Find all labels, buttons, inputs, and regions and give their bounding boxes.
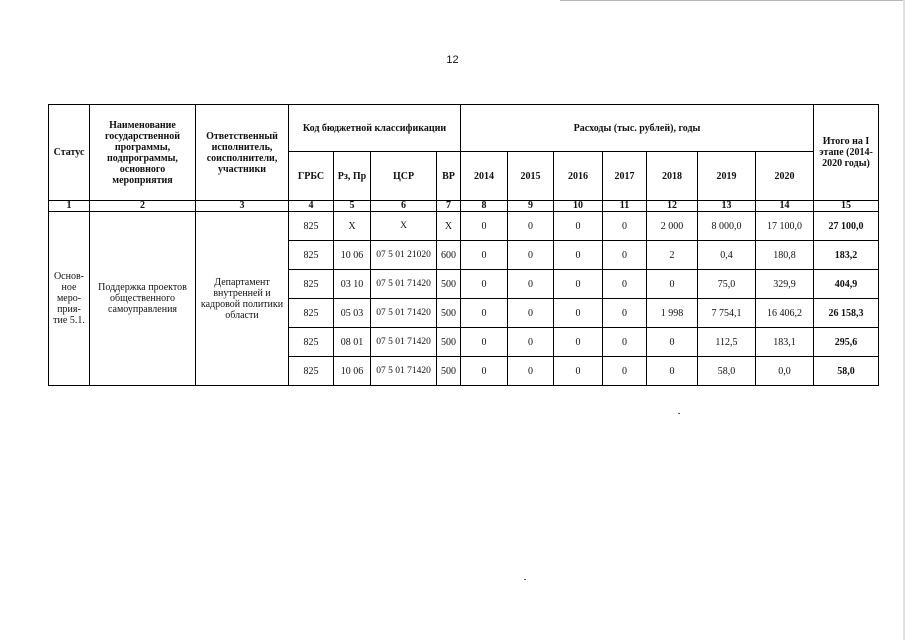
cell-y2018: 2 000 [647, 212, 698, 241]
entry-responsible: Департамент внутренней и кадровой политики области [196, 212, 289, 386]
cell-total: 58,0 [814, 357, 879, 386]
budget-table [48, 104, 879, 386]
column-number-cell: 7 [437, 201, 461, 212]
cell-y2018: 0 [647, 270, 698, 299]
cell-y2020: 329,9 [756, 270, 814, 299]
header-status: Статус [49, 105, 90, 201]
column-number-cell: 3 [196, 201, 289, 212]
cell-vr: 500 [437, 328, 461, 357]
page-number: 12 [446, 54, 459, 66]
scan-speck [524, 579, 526, 580]
cell-y2016: 0 [554, 357, 603, 386]
cell-y2015: 0 [508, 328, 554, 357]
column-number-cell: 1 [49, 201, 90, 212]
header-rz-pr: Рз, Пр [334, 152, 371, 201]
column-number-row [49, 201, 879, 212]
cell-vr: 500 [437, 357, 461, 386]
cell-y2015: 0 [508, 299, 554, 328]
column-number-cell: 10 [554, 201, 603, 212]
cell-y2015: 0 [508, 212, 554, 241]
cell-y2016: 0 [554, 212, 603, 241]
header-year-2018: 2018 [647, 152, 698, 201]
cell-y2016: 0 [554, 299, 603, 328]
cell-y2019: 7 754,1 [698, 299, 756, 328]
column-number-cell: 4 [289, 201, 334, 212]
cell-vr: Х [437, 212, 461, 241]
table-row [49, 212, 879, 241]
cell-y2014: 0 [461, 299, 508, 328]
cell-y2020: 16 406,2 [756, 299, 814, 328]
cell-y2015: 0 [508, 270, 554, 299]
cell-y2019: 58,0 [698, 357, 756, 386]
cell-y2014: 0 [461, 270, 508, 299]
header-vr: ВР [437, 152, 461, 201]
header-year-2016: 2016 [554, 152, 603, 201]
cell-rz-pr: 03 10 [334, 270, 371, 299]
cell-y2017: 0 [603, 212, 647, 241]
cell-y2017: 0 [603, 241, 647, 270]
cell-rz-pr: 05 03 [334, 299, 371, 328]
column-number-cell: 12 [647, 201, 698, 212]
cell-y2020: 183,1 [756, 328, 814, 357]
cell-y2018: 0 [647, 357, 698, 386]
cell-y2014: 0 [461, 357, 508, 386]
cell-y2019: 75,0 [698, 270, 756, 299]
cell-y2016: 0 [554, 328, 603, 357]
cell-rz-pr: Х [334, 212, 371, 241]
cell-grbs: 825 [289, 299, 334, 328]
cell-grbs: 825 [289, 357, 334, 386]
cell-y2014: 0 [461, 328, 508, 357]
header-expenses: Расходы (тыс. рублей), годы [461, 105, 814, 152]
cell-y2016: 0 [554, 270, 603, 299]
column-number-cell: 13 [698, 201, 756, 212]
cell-csr: Х [371, 212, 437, 241]
header-row-top [49, 105, 879, 152]
cell-csr: 07 5 01 71420 [371, 270, 437, 299]
column-number-cell: 9 [508, 201, 554, 212]
cell-y2019: 0,4 [698, 241, 756, 270]
cell-vr: 500 [437, 270, 461, 299]
cell-y2019: 112,5 [698, 328, 756, 357]
cell-csr: 07 5 01 71420 [371, 328, 437, 357]
cell-total: 27 100,0 [814, 212, 879, 241]
cell-grbs: 825 [289, 241, 334, 270]
scan-speck [678, 413, 680, 414]
cell-rz-pr: 10 06 [334, 357, 371, 386]
column-number-cell: 8 [461, 201, 508, 212]
entry-name: Поддержка проектов общественного самоуправления [90, 212, 196, 386]
header-csr: ЦСР [371, 152, 437, 201]
header-total: Итого на I этапе (2014-2020 годы) [814, 105, 879, 201]
cell-y2018: 1 998 [647, 299, 698, 328]
column-number-cell: 5 [334, 201, 371, 212]
scan-edge-line-top [560, 0, 905, 1]
cell-csr: 07 5 01 21020 [371, 241, 437, 270]
header-budget-code: Код бюджетной классификации [289, 105, 461, 152]
header-name: Наименование государственной программы, подпрограммы, основного мероприятия [90, 105, 196, 201]
cell-y2020: 180,8 [756, 241, 814, 270]
column-number-cell: 6 [371, 201, 437, 212]
cell-y2014: 0 [461, 241, 508, 270]
cell-total: 295,6 [814, 328, 879, 357]
column-number-cell: 2 [90, 201, 196, 212]
header-year-2019: 2019 [698, 152, 756, 201]
header-year-2015: 2015 [508, 152, 554, 201]
header-year-2014: 2014 [461, 152, 508, 201]
column-number-cell: 11 [603, 201, 647, 212]
cell-total: 183,2 [814, 241, 879, 270]
cell-y2017: 0 [603, 328, 647, 357]
cell-y2017: 0 [603, 299, 647, 328]
cell-grbs: 825 [289, 328, 334, 357]
cell-vr: 600 [437, 241, 461, 270]
cell-grbs: 825 [289, 270, 334, 299]
header-year-2017: 2017 [603, 152, 647, 201]
cell-y2018: 0 [647, 328, 698, 357]
header-grbs: ГРБС [289, 152, 334, 201]
cell-rz-pr: 08 01 [334, 328, 371, 357]
cell-csr: 07 5 01 71420 [371, 357, 437, 386]
header-responsible: Ответственный исполнитель, соисполнители, участники [196, 105, 289, 201]
cell-vr: 500 [437, 299, 461, 328]
cell-y2020: 17 100,0 [756, 212, 814, 241]
column-number-cell: 15 [814, 201, 879, 212]
column-number-cell: 14 [756, 201, 814, 212]
cell-csr: 07 5 01 71420 [371, 299, 437, 328]
cell-y2015: 0 [508, 241, 554, 270]
cell-y2015: 0 [508, 357, 554, 386]
entry-status: Основ-ное меро-прия-тие 5.1. [49, 212, 90, 386]
cell-grbs: 825 [289, 212, 334, 241]
cell-y2018: 2 [647, 241, 698, 270]
cell-y2014: 0 [461, 212, 508, 241]
cell-y2017: 0 [603, 270, 647, 299]
cell-y2016: 0 [554, 241, 603, 270]
cell-rz-pr: 10 06 [334, 241, 371, 270]
cell-y2017: 0 [603, 357, 647, 386]
cell-total: 404,9 [814, 270, 879, 299]
cell-y2019: 8 000,0 [698, 212, 756, 241]
cell-total: 26 158,3 [814, 299, 879, 328]
header-year-2020: 2020 [756, 152, 814, 201]
cell-y2020: 0,0 [756, 357, 814, 386]
